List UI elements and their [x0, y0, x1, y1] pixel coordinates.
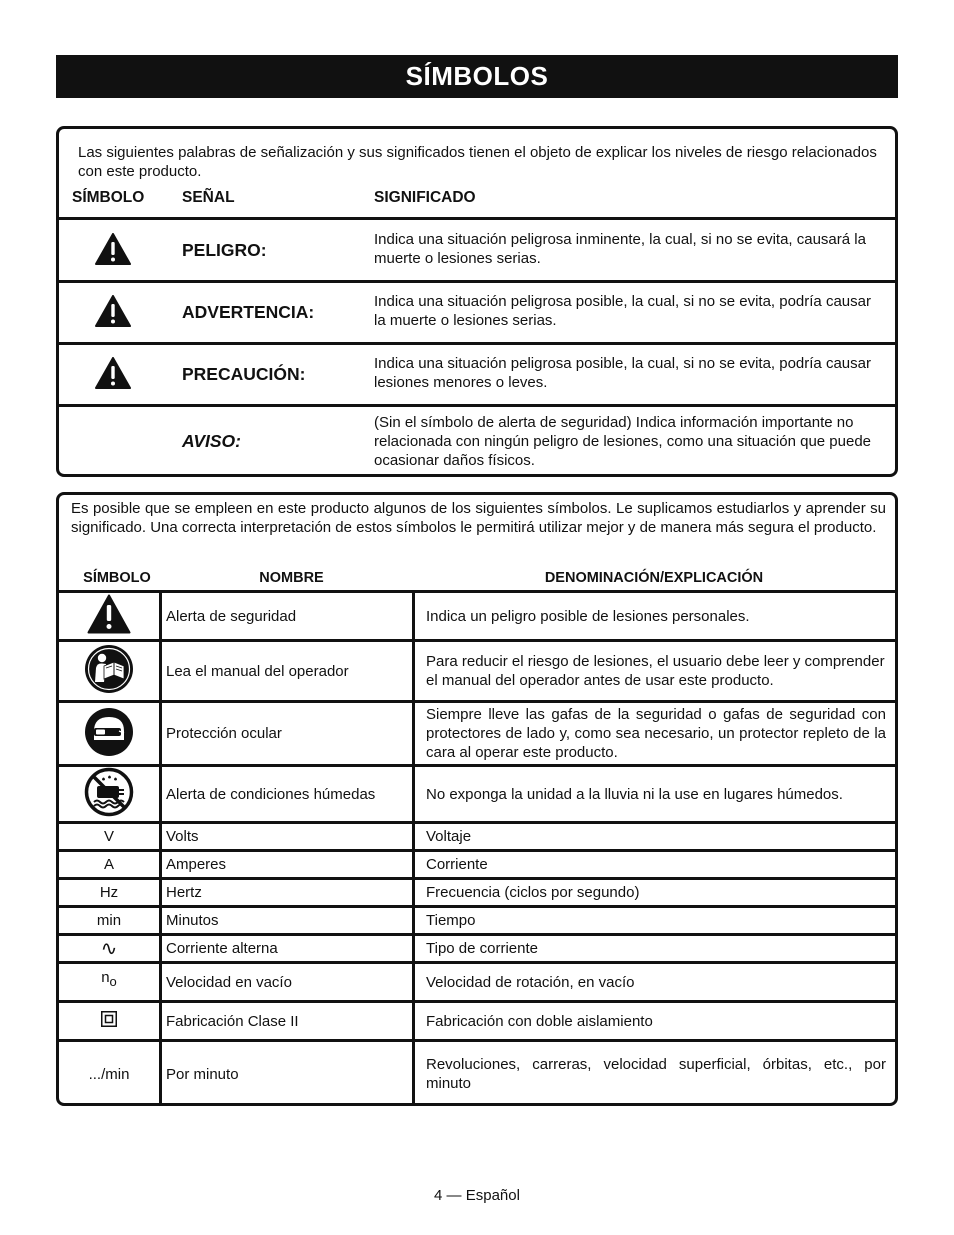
symbol-explanation: Frecuencia (ciclos por segundo) — [426, 884, 640, 901]
symbol-row — [59, 700, 895, 764]
symbol-row — [59, 961, 895, 1000]
symbol-name: Minutos — [166, 912, 219, 929]
symbol-code: min — [96, 912, 122, 929]
symbol-code: .../min — [88, 1065, 130, 1083]
symbol-code: V — [103, 828, 114, 845]
header-symbol: SÍMBOLO — [72, 189, 145, 206]
symbol-subscript: o — [109, 974, 117, 989]
symbol-row — [59, 639, 895, 700]
symbol-row — [59, 933, 895, 961]
signal-word: PRECAUCIÓN: — [182, 364, 306, 384]
header-signal: SEÑAL — [182, 189, 235, 206]
symbol-name: Alerta de condiciones húmedas — [166, 785, 376, 803]
symbol-name: Alerta de seguridad — [166, 607, 297, 625]
no-load-speed-symbol — [59, 964, 159, 1000]
symbols-intro: Es posible que se empleen en este producto algunos de los siguientes símbolos. Le suplicamos estudiarlos y aprender su significado. Una correcta interpretación de estos símbolos le permitirá utilizar mejor y de manera más segura el producto. — [71, 500, 886, 536]
warning-triangle-icon — [95, 295, 131, 331]
symbol-row — [59, 764, 895, 821]
symbol-row — [59, 1039, 895, 1106]
signal-word: ADVERTENCIA: — [182, 302, 315, 322]
signal-row-aviso — [59, 404, 895, 477]
symbol-row — [59, 849, 895, 877]
alternating-current-icon: ∿ — [100, 938, 118, 960]
header-explanation: DENOMINACIÓN/EXPLICACIÓN — [544, 570, 764, 586]
symbol-row — [59, 821, 895, 849]
signal-meaning: (Sin el símbolo de alerta de seguridad) Indica información importante no relacionada con ningún peligro de lesiones, como una situación que puede ocasionar daños físicos. — [374, 414, 872, 469]
symbol-row — [59, 590, 895, 639]
signal-row-precaucion — [59, 342, 895, 404]
symbol-name: Volts — [166, 828, 199, 845]
symbol-explanation: Revoluciones, carreras, velocidad superficial, órbitas, etc., por minuto — [426, 1056, 886, 1092]
symbol-name: Por minuto — [166, 1065, 239, 1083]
signal-word: AVISO: — [182, 431, 241, 451]
symbol-name: Velocidad en vacío — [166, 973, 292, 991]
signal-meaning: Indica una situación peligrosa posible, la cual, si no se evita, podría causar lesiones menores o leves. — [374, 355, 871, 391]
page-footer: 4 — Español — [434, 1187, 520, 1204]
signal-intro: Las siguientes palabras de señalización y sus significados tienen el objeto de explicar los niveles de riesgo relacionados con este producto. — [78, 144, 877, 180]
symbol-explanation: Tipo de corriente — [426, 940, 539, 957]
read-manual-icon — [84, 644, 134, 698]
symbol-row — [59, 1000, 895, 1039]
symbol-explanation: Siempre lleve las gafas de la seguridad o gafas de seguridad con protectores de lado y, como sea necesario, un protector repleto de la cara al operar este producto. — [426, 706, 886, 761]
symbol-explanation: Voltaje — [426, 828, 472, 845]
warning-triangle-icon — [95, 357, 131, 393]
safety-alert-icon — [87, 594, 131, 638]
signal-row-peligro — [59, 217, 895, 280]
signal-word: PELIGRO: — [182, 240, 267, 260]
symbol-explanation: Indica un peligro posible de lesiones personales. — [426, 607, 750, 625]
signal-meaning: Indica una situación peligrosa posible, la cual, si no se evita, podría causar la muerte o lesiones serias. — [374, 293, 871, 329]
signal-words-box — [56, 126, 898, 477]
symbol-row — [59, 877, 895, 905]
class-ii-icon — [101, 1011, 117, 1031]
wet-conditions-icon — [84, 767, 134, 821]
symbol-name: Fabricación Clase II — [166, 1012, 299, 1030]
signal-meaning: Indica una situación peligrosa inminente, la cual, si no se evita, causará la muerte o lesiones serias. — [374, 231, 866, 267]
symbol-explanation: Corriente — [426, 856, 488, 873]
symbol-explanation: Fabricación con doble aislamiento — [426, 1012, 653, 1030]
page-title: SÍMBOLOS — [56, 55, 898, 98]
symbol-name: Hertz — [166, 884, 202, 901]
symbol-name: Corriente alterna — [166, 940, 278, 957]
symbol-row — [59, 905, 895, 933]
symbol-name: Lea el manual del operador — [166, 662, 349, 680]
symbol-name: Protección ocular — [166, 725, 282, 742]
header-symbol: SÍMBOLO — [83, 570, 151, 586]
symbol-explanation: Velocidad de rotación, en vacío — [426, 973, 635, 991]
symbol-code: A — [103, 856, 114, 873]
symbols-box — [56, 492, 898, 1106]
eye-protection-icon — [84, 707, 134, 761]
symbol-name: Amperes — [166, 856, 227, 873]
symbol-explanation: Tiempo — [426, 912, 476, 929]
signal-row-advertencia — [59, 280, 895, 342]
symbol-explanation: Para reducir el riesgo de lesiones, el usuario debe leer y comprender el manual del operador antes de usar este producto. — [426, 653, 885, 689]
symbol-code: n — [101, 969, 110, 986]
symbol-code: Hz — [99, 884, 119, 901]
header-name: NOMBRE — [259, 570, 324, 586]
warning-triangle-icon — [95, 233, 131, 269]
header-meaning: SIGNIFICADO — [374, 189, 476, 206]
symbol-explanation: No exponga la unidad a la lluvia ni la use en lugares húmedos. — [426, 785, 843, 803]
